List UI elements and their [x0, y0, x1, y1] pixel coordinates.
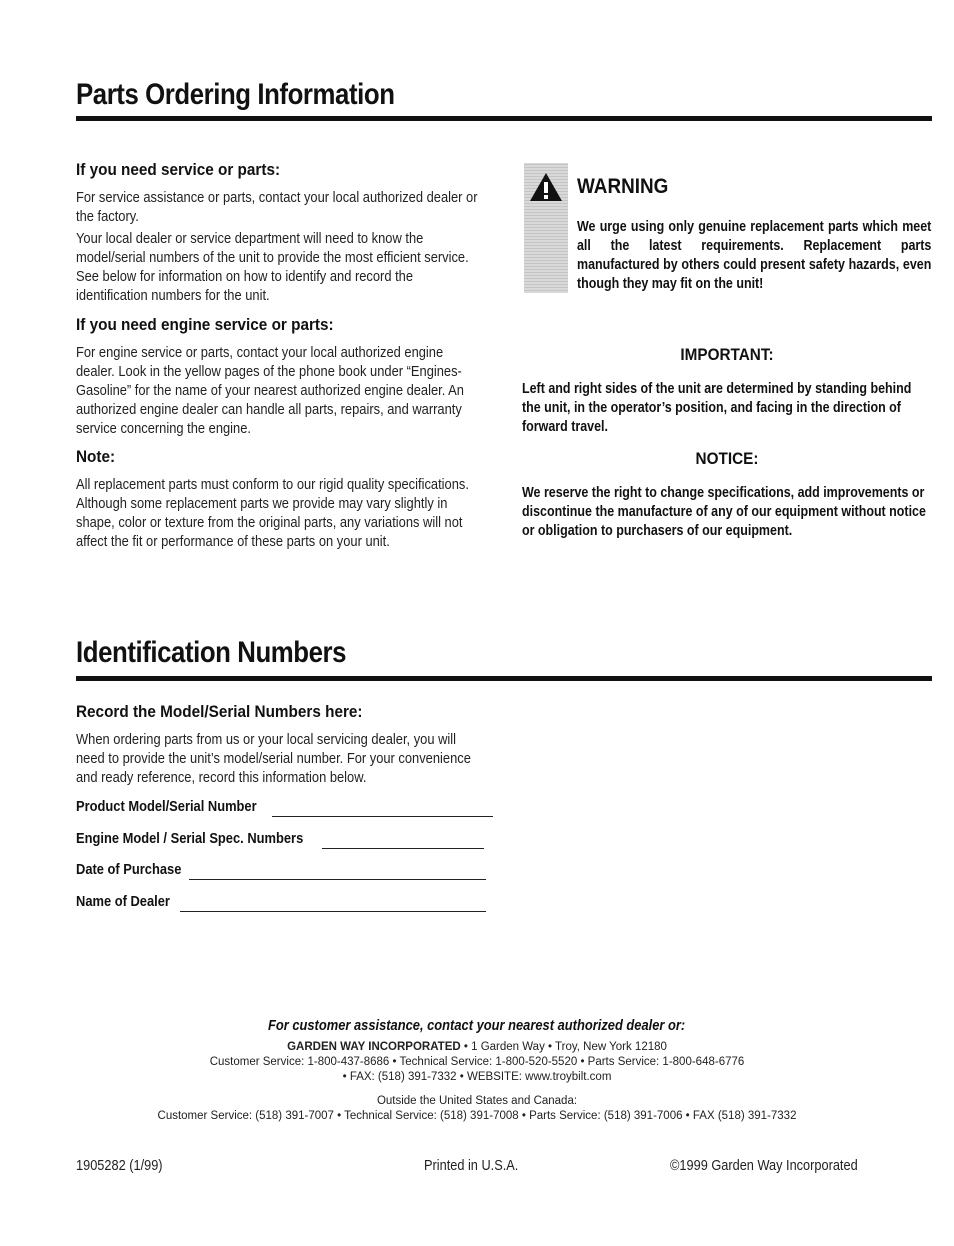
record-paragraph: When ordering parts from us or your local servicing dealer, you will need to provide the unit’s model/serial number. For your convenience and ready reference, record this information below.	[76, 731, 471, 786]
write-line	[322, 847, 484, 849]
engine-paragraph: For engine service or parts, contact your local authorized engine dealer. Look in the yellow pages of the phone book under “Engines-Gasoline” for the name of your nearest authorized engine dealer. An authorized engine dealer can handle all parts, repairs, and warranty service concerning the engine.	[76, 344, 464, 437]
title-rule	[76, 116, 932, 121]
company-name: GARDEN WAY INCORPORATED	[287, 1041, 461, 1053]
engine-heading: If you need engine service or parts:	[76, 315, 334, 334]
warning-title: WARNING	[577, 175, 669, 198]
product-model-field[interactable]	[76, 798, 286, 815]
customer-assistance-heading	[0, 1017, 954, 1034]
name-of-dealer-field[interactable]	[76, 893, 185, 910]
field-label: Product Model/Serial Number	[76, 798, 257, 815]
outside-us-heading: Outside the United States and Canada:	[376, 1095, 578, 1107]
write-line	[180, 910, 486, 912]
copyright: ©1999 Garden Way Incorporated	[670, 1158, 858, 1174]
warning-triangle-icon	[524, 163, 568, 293]
write-line	[272, 815, 493, 817]
field-label: Engine Model / Serial Spec. Numbers	[76, 830, 304, 847]
customer-assistance-text: For customer assistance, contact your nearest authorized dealer or:	[268, 1017, 686, 1034]
date-of-purchase-field[interactable]	[76, 861, 199, 878]
company-address: • 1 Garden Way • Troy, New York 12180	[460, 1041, 667, 1053]
service-heading: If you need service or parts:	[76, 160, 281, 179]
note-heading: Note:	[76, 447, 116, 466]
important-text: Left and right sides of the unit are determined by standing behind the unit, in the operator’s position, and facing in the direction of forward travel.	[522, 381, 912, 435]
important-title: IMPORTANT:	[680, 345, 774, 364]
service-paragraph-2: Your local dealer or service department will need to know the model/serial numbers of the unit to provide the most efficient service. See below for information on how to identify and record the identification numbers for the unit.	[76, 230, 469, 304]
notice-title: NOTICE:	[695, 449, 759, 468]
us-service-numbers: Customer Service: 1-800-437-8686 • Technical Service: 1-800-520-5520 • Parts Service: 1-800-648-6776	[209, 1056, 745, 1068]
field-label: Name of Dealer	[76, 893, 170, 910]
note-paragraph: All replacement parts must conform to our rigid quality specifications. Although some replacement parts we provide may vary slightly in shape, color or texture from the original parts, any variations will not affect the fit or performance of these parts on your unit.	[76, 476, 469, 550]
identification-rule	[76, 676, 932, 681]
identification-title: Identification Numbers	[76, 636, 347, 669]
service-paragraph-1: For service assistance or parts, contact your local authorized dealer or the factory.	[76, 189, 478, 225]
field-label: Date of Purchase	[76, 861, 182, 878]
fax-website-line: • FAX: (518) 391-7332 • WEBSITE: www.troybilt.com	[342, 1071, 612, 1083]
notice-text: We reserve the right to change specifications, add improvements or discontinue the manufacture of any of our equipment without notice or obligation to purchasers of our equipment.	[522, 485, 926, 539]
document-number: 1905282 (1/99)	[76, 1158, 163, 1174]
company-address-line	[0, 1041, 954, 1053]
warning-text: We urge using only genuine replacement parts which meet all the latest requirements. Replacement parts manufactured by others could present safety hazards, even though they may fit on the unit!	[577, 219, 932, 292]
engine-model-field[interactable]	[76, 830, 340, 847]
write-line	[189, 878, 486, 880]
printed-in: Printed in U.S.A.	[424, 1158, 519, 1174]
outside-us-numbers: Customer Service: (518) 391-7007 • Technical Service: (518) 391-7008 • Parts Service: (518) 391-7006 • FAX (518) 391-7332	[157, 1110, 797, 1122]
record-heading: Record the Model/Serial Numbers here:	[76, 702, 363, 721]
parts-ordering-title: Parts Ordering Information	[76, 78, 395, 111]
